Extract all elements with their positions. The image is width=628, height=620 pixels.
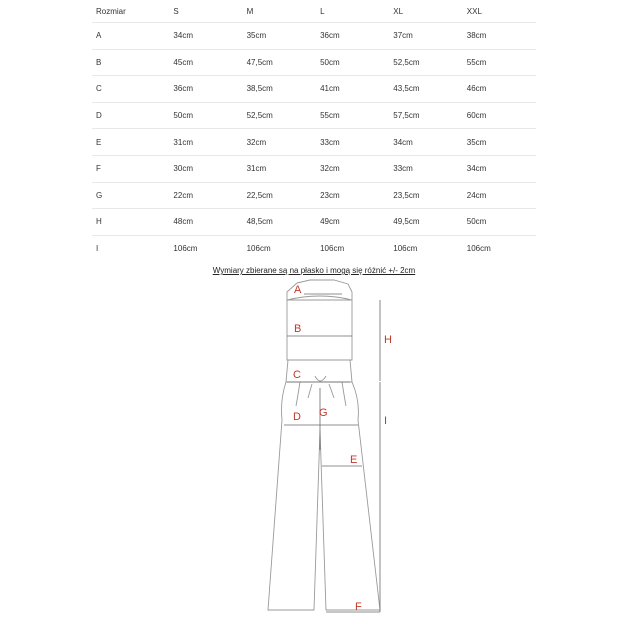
table-cell: 23,5cm bbox=[389, 182, 462, 209]
header-s: S bbox=[169, 0, 242, 23]
table-cell: 106cm bbox=[320, 244, 345, 254]
label-c: C bbox=[293, 369, 301, 381]
label-g: G bbox=[319, 407, 328, 419]
table-cell: 55cm bbox=[463, 49, 536, 76]
table-cell: 52,5cm bbox=[243, 102, 316, 129]
belt-bow bbox=[308, 376, 334, 398]
table-cell: 106cm bbox=[246, 244, 271, 254]
table-cell: 34cm bbox=[169, 23, 242, 50]
table-cell: 47,5cm bbox=[243, 49, 316, 76]
header-m: M bbox=[243, 0, 316, 23]
label-b: B bbox=[294, 323, 302, 335]
table-cell: 34cm bbox=[463, 155, 536, 182]
row-label: I bbox=[96, 244, 99, 254]
waist-pleats bbox=[296, 382, 346, 406]
right-leg-outline bbox=[320, 382, 380, 610]
label-i: I bbox=[384, 415, 388, 427]
table-cell: 22cm bbox=[169, 182, 242, 209]
jumpsuit-outline bbox=[268, 280, 380, 610]
header-xxl: XXL bbox=[463, 0, 536, 23]
table-cell: 34cm bbox=[389, 129, 462, 156]
table-cell: 52,5cm bbox=[389, 49, 462, 76]
measure-labels bbox=[293, 284, 392, 613]
row-label: D bbox=[92, 102, 169, 129]
table-cell: 50cm bbox=[463, 209, 536, 236]
table-cell: 48cm bbox=[169, 209, 242, 236]
table-cell: 55cm bbox=[316, 102, 389, 129]
measure-lines bbox=[284, 294, 380, 612]
table-cell: 45cm bbox=[169, 49, 242, 76]
header-l: L bbox=[316, 0, 389, 23]
row-label: F bbox=[92, 155, 169, 182]
table-cell: 106cm bbox=[393, 244, 418, 254]
table-cell: 43,5cm bbox=[389, 76, 462, 103]
row-label: H bbox=[92, 209, 169, 236]
table-cell: 32cm bbox=[316, 155, 389, 182]
table-cell: 49cm bbox=[316, 209, 389, 236]
label-h: H bbox=[384, 334, 392, 346]
table-cell: 35cm bbox=[243, 23, 316, 50]
table-cell: 46cm bbox=[463, 76, 536, 103]
table-cell: 37cm bbox=[389, 23, 462, 50]
table-cell: 31cm bbox=[169, 129, 242, 156]
table-cell: 106cm bbox=[173, 244, 198, 254]
table-cell: 49,5cm bbox=[389, 209, 462, 236]
table-cell: 22,5cm bbox=[243, 182, 316, 209]
row-label: G bbox=[92, 182, 169, 209]
header-xl: XL bbox=[389, 0, 462, 23]
row-label: E bbox=[92, 129, 169, 156]
table-cell: 60cm bbox=[463, 102, 536, 129]
table-cell: 50cm bbox=[316, 49, 389, 76]
table-cell: 38cm bbox=[463, 23, 536, 50]
table-cell: 24cm bbox=[463, 182, 536, 209]
table-cell: 36cm bbox=[169, 76, 242, 103]
bodice-top-curve bbox=[287, 296, 352, 300]
label-e: E bbox=[350, 454, 358, 466]
table-cell: 32cm bbox=[243, 129, 316, 156]
label-f: F bbox=[355, 601, 362, 613]
table-cell: 50cm bbox=[169, 102, 242, 129]
table-cell: 30cm bbox=[169, 155, 242, 182]
row-label: B bbox=[92, 49, 169, 76]
label-d: D bbox=[293, 411, 301, 423]
table-cell: 31cm bbox=[243, 155, 316, 182]
table-cell: 57,5cm bbox=[389, 102, 462, 129]
table-cell: 33cm bbox=[316, 129, 389, 156]
label-a: A bbox=[294, 284, 302, 296]
header-size: Rozmiar bbox=[92, 0, 169, 23]
table-cell: 106cm bbox=[466, 244, 491, 254]
measurement-note: Wymiary zbierane są na płasko i mogą się różnić +/- 2cm bbox=[212, 266, 416, 275]
row-label: A bbox=[92, 23, 169, 50]
row-label: C bbox=[92, 76, 169, 103]
table-cell: 48,5cm bbox=[243, 209, 316, 236]
table-cell: 23cm bbox=[316, 182, 389, 209]
table-cell: 36cm bbox=[316, 23, 389, 50]
table-cell: 33cm bbox=[389, 155, 462, 182]
table-cell: 41cm bbox=[316, 76, 389, 103]
table-cell: 35cm bbox=[463, 129, 536, 156]
table-cell: 38,5cm bbox=[243, 76, 316, 103]
